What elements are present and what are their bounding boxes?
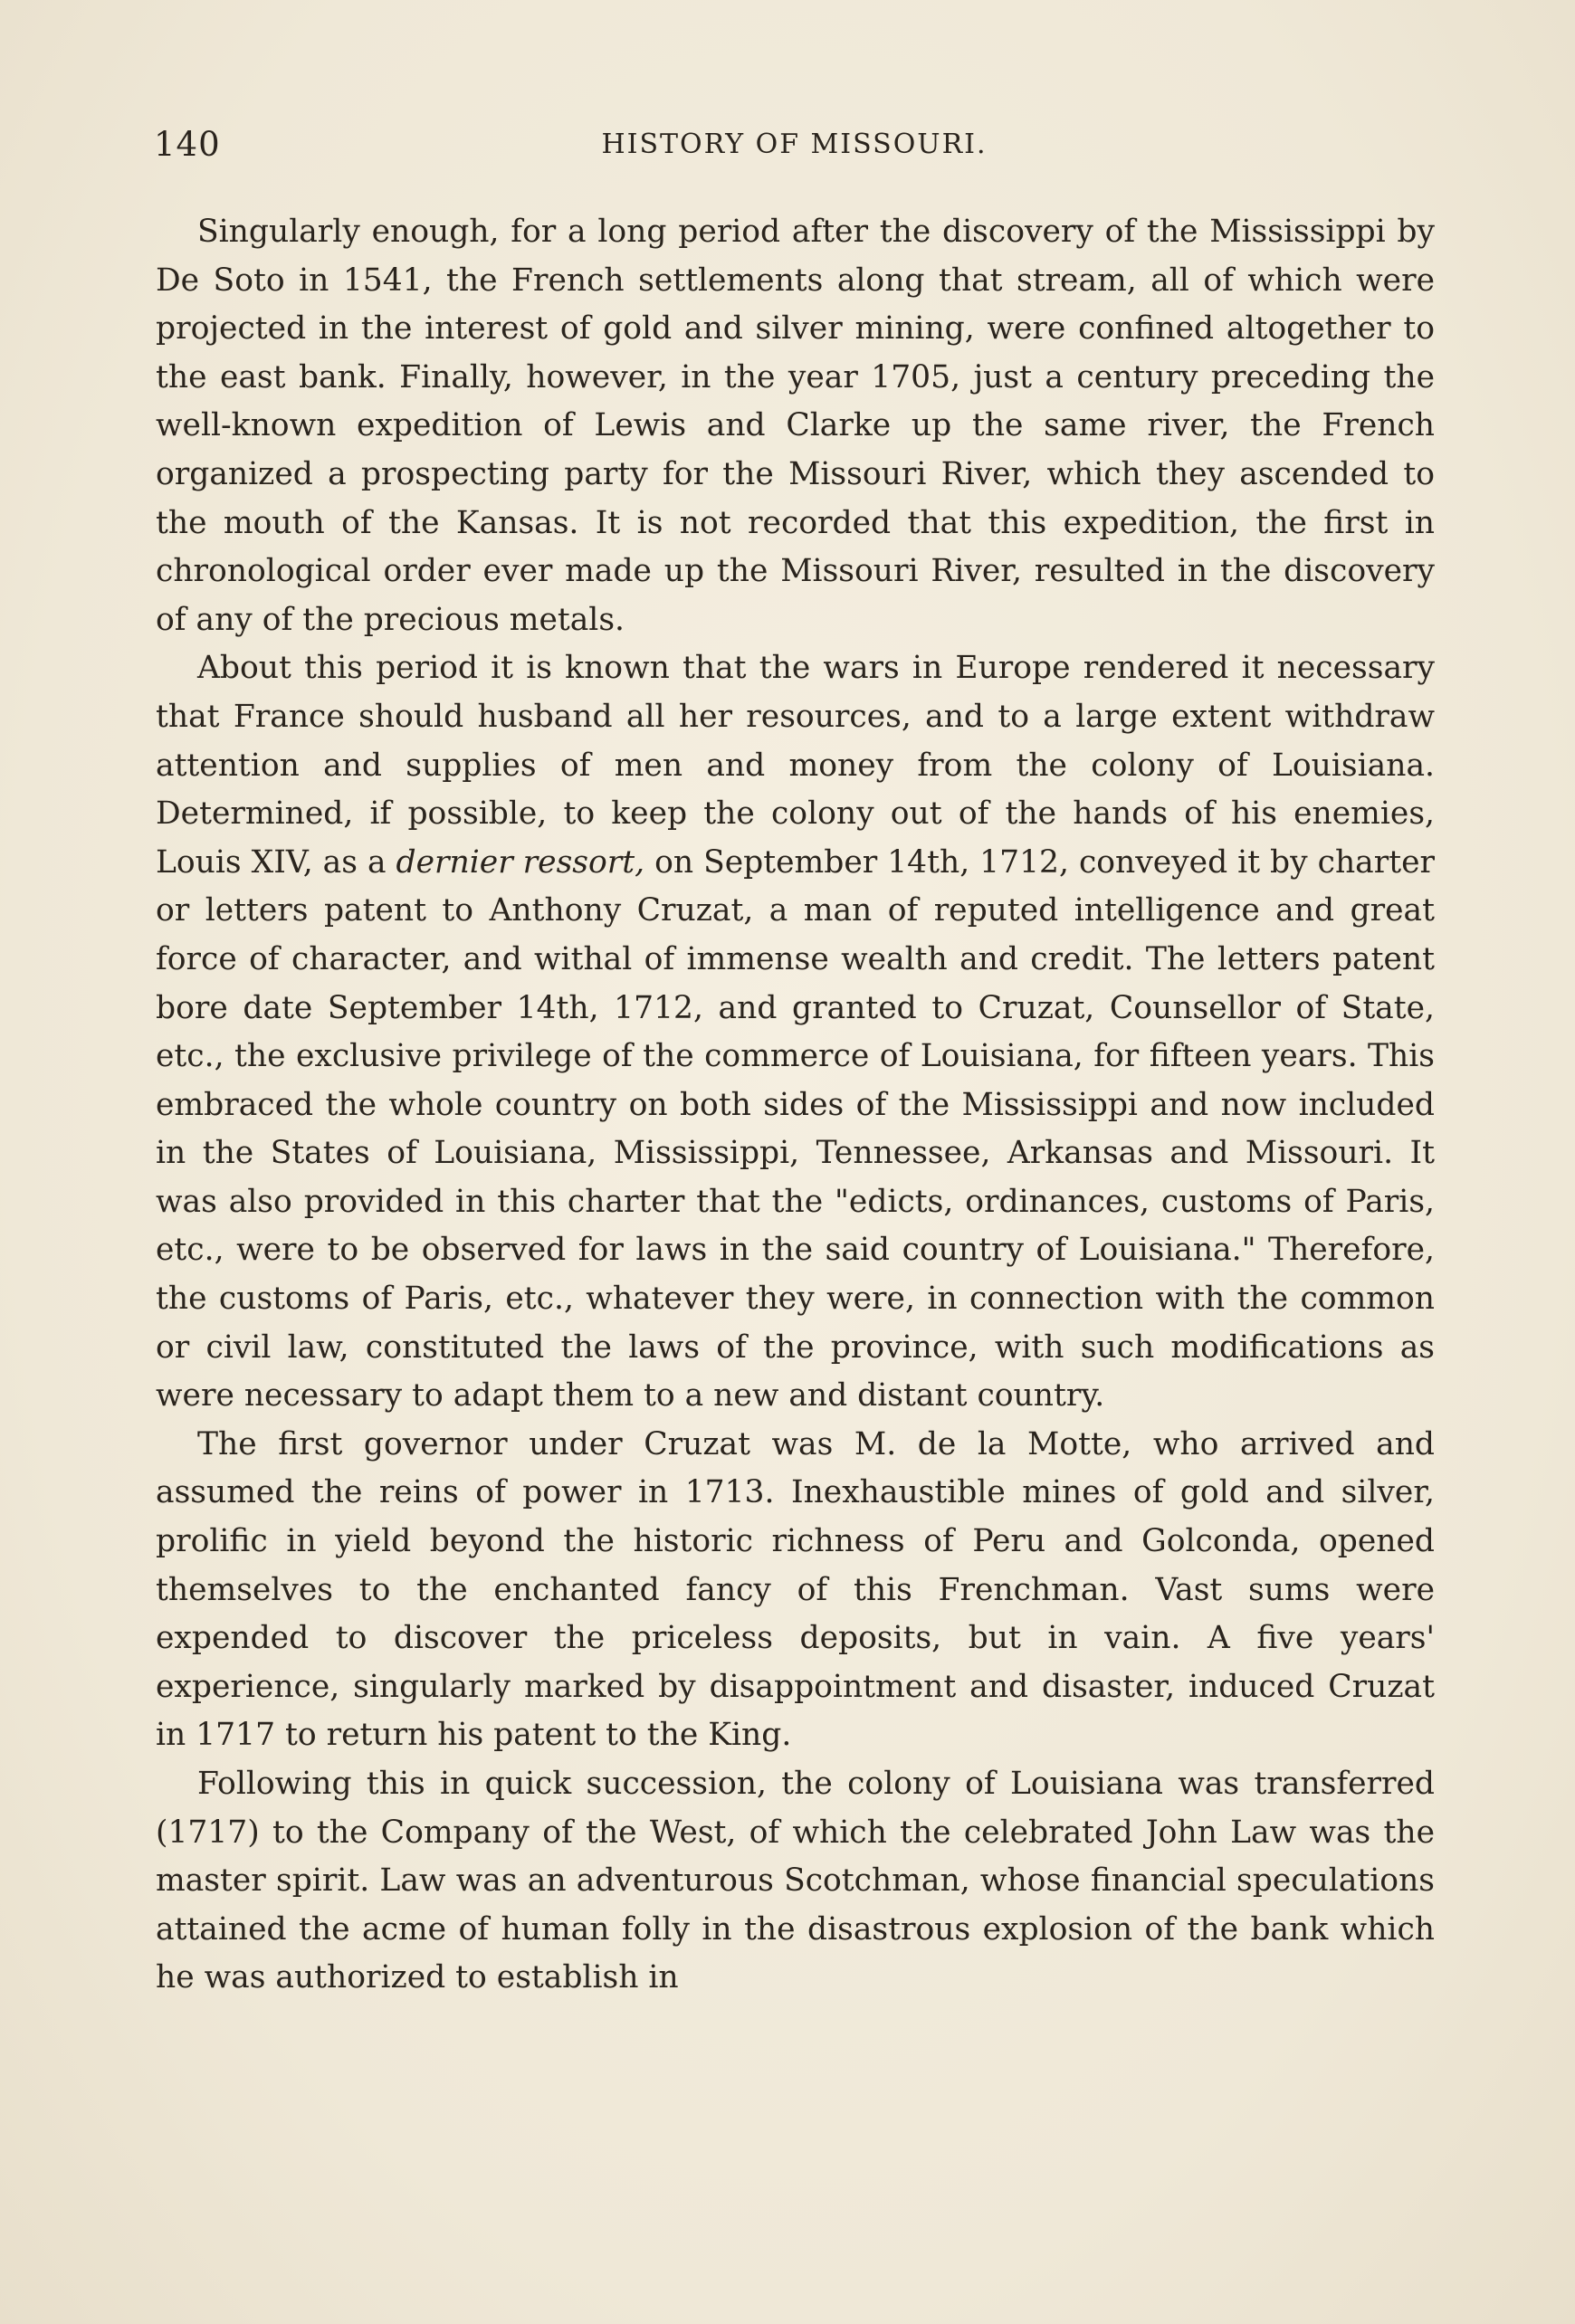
- paragraph-1: Singularly enough, for a long period after the discovery of the Mississippi by De Soto in 1541, the French settlements along that stream, all of which were projected in the interest of gold and silver mining, were confined altogether to the east bank. Finally, however, in the year 1705, just a century preceding the well-known expedition of Lewis and Clarke up the same river, the French organized a prospecting party for the Missouri River, which they ascended to the mouth of the Kansas. It is not recorded that this expedition, the first in chronological order ever made up the Missouri River, resulted in the discovery of any of the precious metals.: [156, 214, 1435, 638]
- running-title: HISTORY OF MISSOURI.: [601, 129, 988, 160]
- paragraph-3: The first governor under Cruzat was M. de la Motte, who arrived and assumed the reins of power in 1713. Inexhaustible mines of gold and silver, prolific in yield beyond the historic richness of Peru and Golconda, opened themselves to the enchanted fancy of this Frenchman. Vast sums were expended to discover the priceless deposits, but in vain. A five years' experience, singularly marked by disappointment and disaster, induced Cruzat in 1717 to return his patent to the King.: [156, 1425, 1435, 1754]
- paragraph-2-text-after: on September 14th, 1712, conveyed it by charter or letters patent to Anthony Cruzat, a man of reputed intelligence and great force of character, and withal of immense wealth and credit. The letters patent bore date September 14th, 1712, and granted to Cruzat, Counsellor of State, etc., the exclusive privilege of the commerce of Louisiana, for fifteen years. This embraced the whole country on both sides of the Mississippi and now included in the States of Louisiana, Mississippi, Tennessee, Arkansas and Missouri. It was also provided in this charter that the "edicts, ordinances, customs of Paris, etc., were to be observed for laws in the said country of Louisiana." Therefore, the customs of Paris, etc., whatever they were, in connection with the common or civil law, constituted the laws of the province, with such modifications as were necessary to adapt them to a new and distant country.: [156, 843, 1436, 1414]
- page-number: 140: [154, 125, 221, 164]
- paragraph-2-text-before: About this period it is known that the wars in Europe rendered it necessary that France should husband all her resources, and to a large extent withdraw attention and supplies of men and money from the colony of Louisiana. Determined, if possible, to keep the colony out of the hands of his enemies, Louis XIV, as a: [156, 650, 1435, 881]
- paragraph-2: [156, 644, 1435, 1421]
- italic-phrase: dernier ressort,: [396, 843, 645, 881]
- paragraph-4: Following this in quick succession, the colony of Louisiana was transferred (1717) to the Company of the West, of which the celebrated John Law was the master spirit. Law was an adventurous Scotchman, whose financial speculations attained the acme of human folly in the disastrous explosion of the bank which he was authorized to establish in: [156, 1766, 1435, 1996]
- body-text: [156, 208, 1435, 2003]
- page-header: [154, 125, 1435, 179]
